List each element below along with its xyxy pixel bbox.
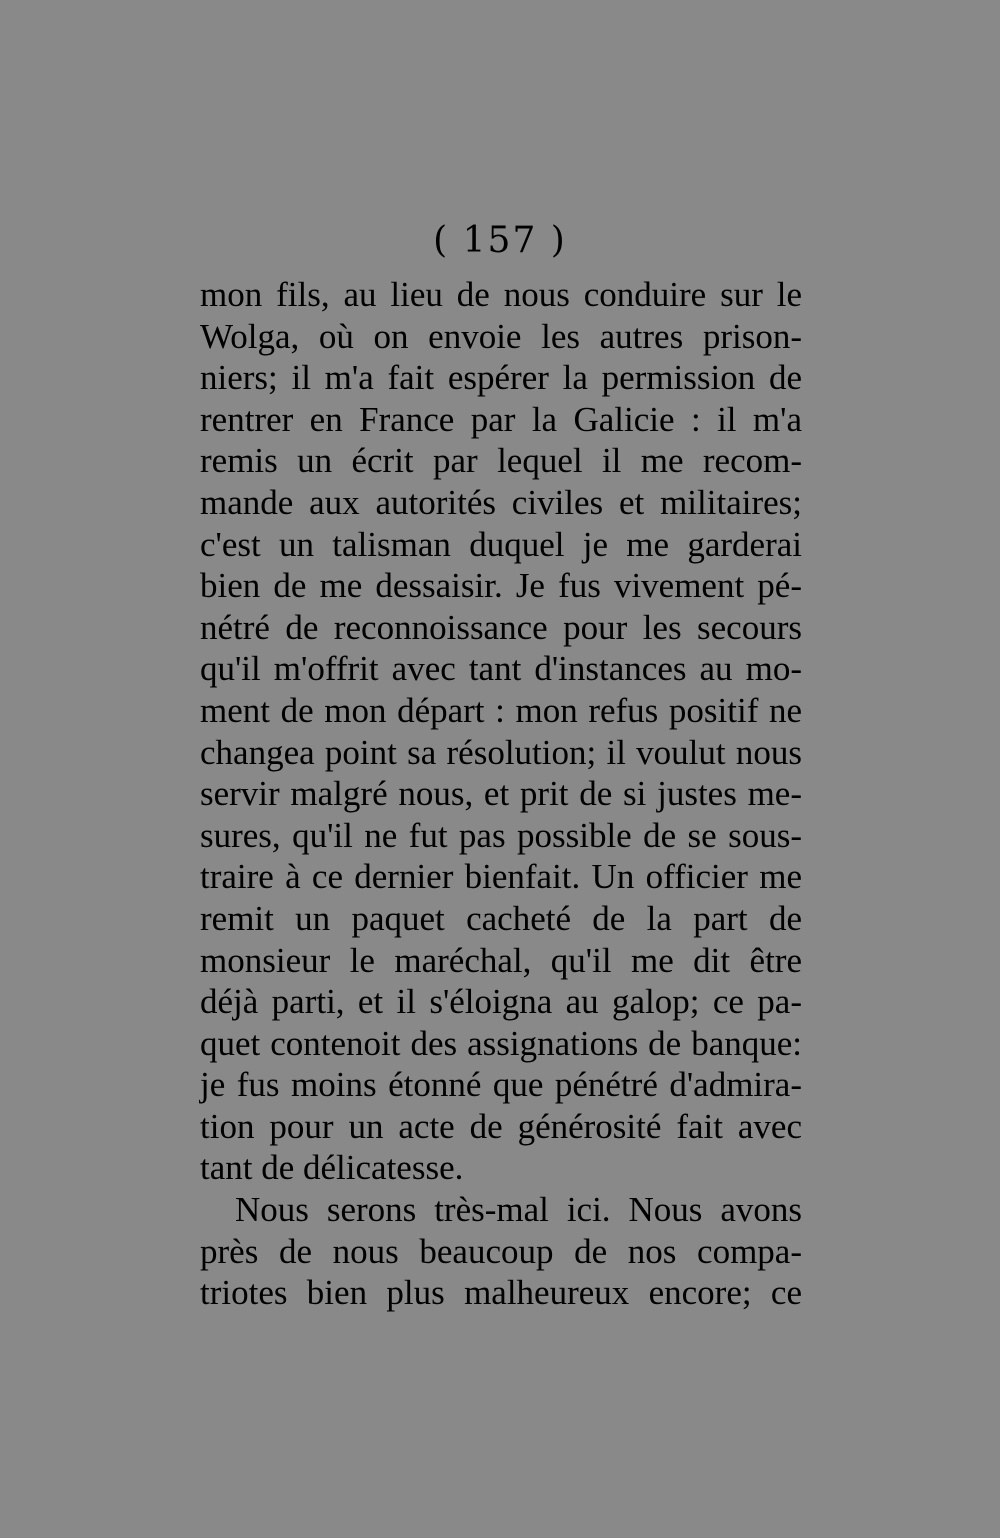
- page-number: ( 157 ): [433, 220, 567, 261]
- text-line: déjà parti, et il s'éloigna au galop; ce pa-: [200, 982, 802, 1022]
- text-line: mande aux autorités civiles et militaires;: [200, 482, 802, 522]
- text-line: changea point sa résolution; il voulut nous: [200, 732, 802, 772]
- paragraph-end-line: tant de délicatesse.: [200, 1148, 464, 1188]
- text-line: quet contenoit des assignations de banque:: [200, 1023, 802, 1063]
- text-line: qu'il m'offrit avec tant d'instances au mo-: [200, 649, 802, 689]
- text-line: bien de me dessaisir. Je fus vivement pé-: [200, 566, 802, 606]
- text-line: nétré de reconnoissance pour les secours: [200, 607, 802, 647]
- text-line: monsieur le maréchal, qu'il me dit être: [200, 940, 802, 980]
- body-text: [200, 274, 802, 1314]
- text-line: servir malgré nous, et prit de si justes me-: [200, 774, 802, 814]
- text-line: niers; il m'a fait espérer la permission de: [200, 358, 802, 398]
- paragraph-start-line: Nous serons très-mal ici. Nous avons: [235, 1190, 802, 1230]
- text-line: mon fils, au lieu de nous conduire sur le: [200, 275, 802, 314]
- text-line: c'est un talisman duquel je me garderai: [200, 524, 802, 564]
- text-line: triotes bien plus malheureux encore; ce: [200, 1273, 802, 1313]
- text-line: sures, qu'il ne fut pas possible de se sous-: [200, 815, 802, 855]
- text-line: tion pour un acte de générosité fait avec: [200, 1106, 802, 1146]
- text-line: remit un paquet cacheté de la part de: [200, 898, 802, 938]
- text-line: ment de mon départ : mon refus positif ne: [200, 690, 802, 730]
- text-line: rentrer en France par la Galicie : il m'a: [200, 399, 802, 439]
- text-line: remis un écrit par lequel il me recom-: [200, 441, 802, 481]
- text-line: je fus moins étonné que pénétré d'admira-: [200, 1065, 802, 1105]
- text-line: près de nous beaucoup de nos compa-: [200, 1231, 802, 1271]
- text-line: Wolga, où on envoie les autres prison-: [200, 316, 802, 356]
- text-line: traire à ce dernier bienfait. Un officier me: [200, 857, 802, 897]
